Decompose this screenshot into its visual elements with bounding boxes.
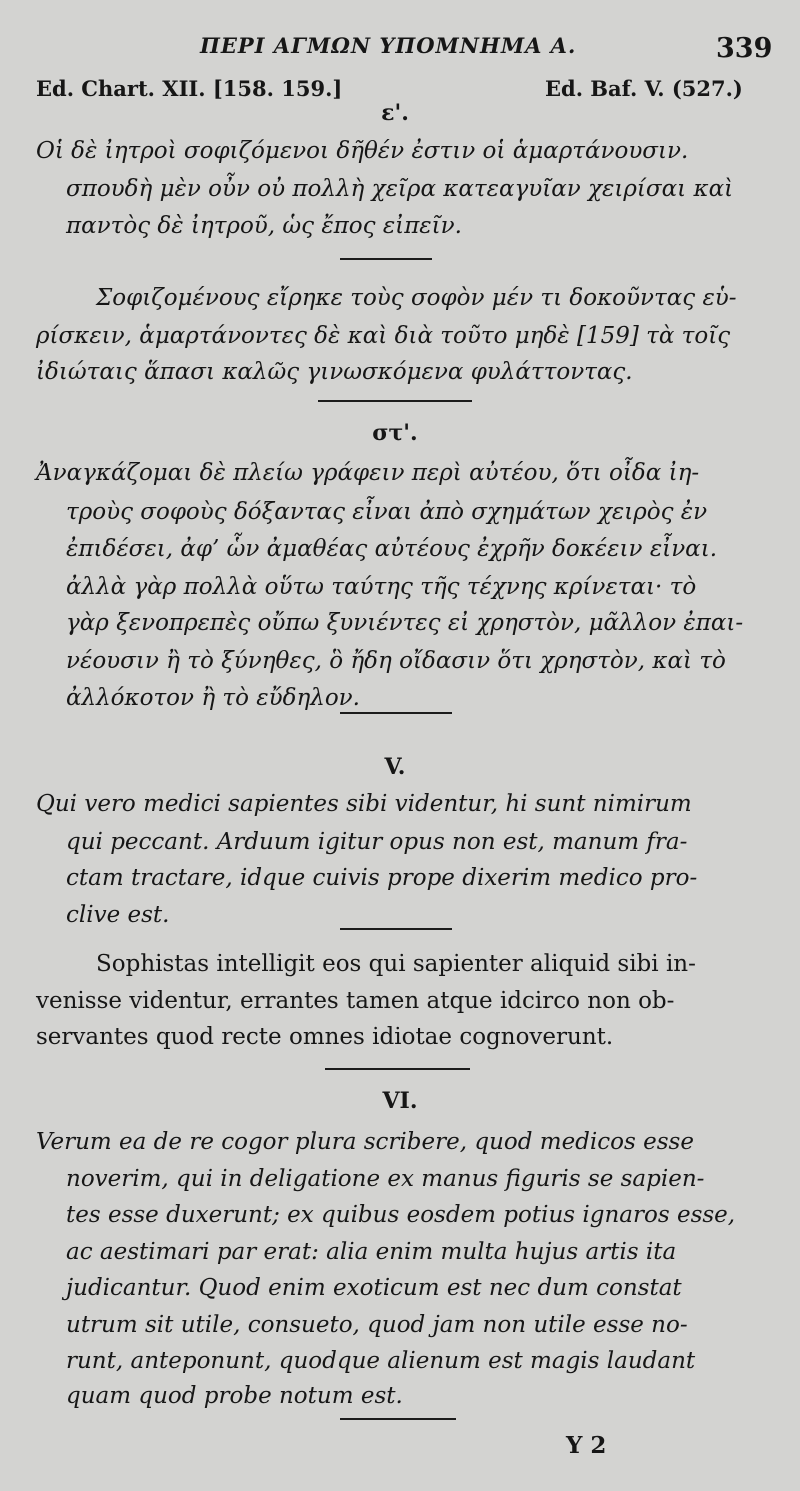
latin-lemma-line: judicantur. Quod enim exoticum est nec dum constat xyxy=(66,1275,682,1301)
greek-lemma-line: τροὺς σοφοὺς δόξαντας εἶναι ἀπὸ σχημάτων χειρὸς ἐν xyxy=(66,499,708,525)
edition-reference-right: Ed. Baf. V. (527.) xyxy=(545,76,743,101)
section-divider xyxy=(318,400,472,402)
latin-lemma-line: Verum ea de re cogor plura scribere, quod medicos esse xyxy=(36,1129,694,1155)
section-label-latin-vi: VI. xyxy=(382,1088,418,1114)
latin-lemma-line: Qui vero medici sapientes sibi videntur, hi sunt nimirum xyxy=(36,791,692,817)
greek-lemma-line: Ἀναγκάζομαι δὲ πλείω γράφειν περὶ αὐτέου, ὅτι οἶδα ἰη- xyxy=(36,460,700,486)
greek-lemma-line: παντὸς δὲ ἰητροῦ, ὡς ἔπος εἰπεῖν. xyxy=(66,213,462,239)
latin-lemma-line: ctam tractare, idque cuivis prope dixerim medico pro- xyxy=(66,865,698,891)
greek-lemma-line: ἀλλόκοτον ἢ τὸ εὔδηλον. xyxy=(66,685,360,711)
latin-lemma-line: ac aestimari par erat: alia enim multa hujus artis ita xyxy=(66,1239,677,1265)
section-label-greek-e: ε'. xyxy=(381,100,409,126)
greek-lemma-line: ἀλλὰ γὰρ πολλὰ οὕτω ταύτης τῆς τέχνης κρίνεται· τὸ xyxy=(66,574,697,600)
signature-mark: Y 2 xyxy=(566,1432,607,1459)
section-label-latin-v: V. xyxy=(384,754,406,780)
section-divider xyxy=(340,258,432,260)
greek-lemma-line: γὰρ ξενοπρεπὲς οὔπω ξυνιέντες εἰ χρηστὸν, μᾶλλον ἐπαι- xyxy=(66,610,744,636)
greek-commentary-line: Σοφιζομένους εἴρηκε τοὺς σοφὸν μέν τι δοκοῦντας εὑ- xyxy=(96,285,737,311)
latin-commentary-line: Sophistas intelligit eos qui sapienter aliquid sibi in- xyxy=(96,951,696,977)
running-title: ΠΕΡΙ ΑΓΜΩΝ ΥΠΟΜΝΗΜΑ Α. xyxy=(200,33,577,58)
greek-commentary-line: ἰδιώταις ἅπασι καλῶς γινωσκόμενα φυλάττοντας. xyxy=(36,359,633,385)
latin-lemma-line: quam quod probe notum est. xyxy=(66,1383,403,1409)
section-divider xyxy=(340,928,452,930)
section-divider xyxy=(340,1418,456,1420)
greek-lemma-line: ἐπιδέσει, ἀφ’ ὧν ἀμαθέας αὐτέους ἐχρῆν δοκέειν εἶναι. xyxy=(66,536,718,562)
latin-lemma-line: clive est. xyxy=(66,902,170,928)
section-label-greek-st: στ'. xyxy=(372,420,418,446)
latin-commentary-line: venisse videntur, errantes tamen atque idcirco non ob- xyxy=(36,988,675,1014)
greek-lemma-line: Οἱ δὲ ἰητροὶ σοφιζόμενοι δῆθέν ἐστιν οἱ ἁμαρτάνουσιν. xyxy=(36,138,689,164)
latin-lemma-line: tes esse duxerunt; ex quibus eosdem potius ignaros esse, xyxy=(66,1202,736,1228)
section-divider xyxy=(325,1068,470,1070)
edition-reference-left: Ed. Chart. XII. [158. 159.] xyxy=(36,76,343,101)
latin-lemma-line: noverim, qui in deligatione ex manus figuris se sapien- xyxy=(66,1166,705,1192)
latin-commentary-line: servantes quod recte omnes idiotae cognoverunt. xyxy=(36,1024,614,1050)
latin-lemma-line: runt, anteponunt, quodque alienum est magis laudant xyxy=(66,1348,696,1374)
greek-commentary-line: ρίσκειν, ἁμαρτάνοντες δὲ καὶ διὰ τοῦτο μηδὲ [159] τὰ τοῖς xyxy=(36,323,731,349)
greek-lemma-line: σπουδὴ μὲν οὖν οὐ πολλὴ χεῖρα κατεαγυῖαν χειρίσαι καὶ xyxy=(66,176,734,202)
greek-lemma-line: νέουσιν ἢ τὸ ξύνηθες, ὃ ἤδη οἴδασιν ὅτι χρηστὸν, καὶ τὸ xyxy=(66,648,726,674)
page-number: 339 xyxy=(716,33,773,64)
latin-lemma-line: utrum sit utile, consueto, quod jam non utile esse no- xyxy=(66,1312,688,1338)
section-divider xyxy=(340,712,452,714)
latin-lemma-line: qui peccant. Arduum igitur opus non est, manum fra- xyxy=(66,829,688,855)
